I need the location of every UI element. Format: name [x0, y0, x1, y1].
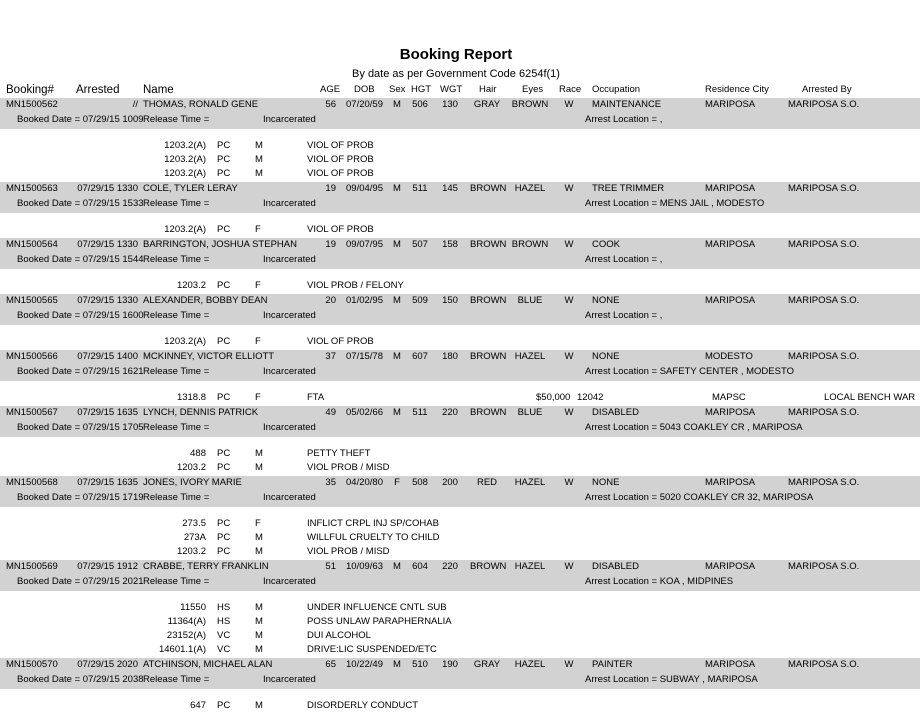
age: 35	[325, 477, 336, 488]
charge-type: VC	[217, 644, 231, 655]
charge-level: F	[255, 392, 261, 403]
charge-description: VIOL PROB / MISD	[307, 546, 390, 557]
occupation: NONE	[592, 295, 620, 306]
sex: M	[393, 561, 401, 572]
arrested-by: MARIPOSA S.O.	[788, 351, 860, 362]
weight: 145	[442, 183, 458, 194]
person-name: LYNCH, DENNIS PATRICK	[143, 407, 259, 418]
release-time-label: Release Time =	[143, 366, 210, 377]
height: 607	[412, 351, 428, 362]
occupation: PAINTER	[592, 659, 633, 670]
charge-level: M	[255, 644, 263, 655]
column-header-age: AGE	[320, 84, 341, 95]
charge-type: PC	[217, 532, 231, 543]
residence-city: MODESTO	[705, 351, 753, 362]
person-name: COLE, TYLER LERAY	[143, 183, 238, 194]
arrested-date: 07/29/15 1635	[77, 477, 138, 488]
hair: BROWN	[470, 183, 507, 194]
eyes: HAZEL	[514, 561, 546, 572]
occupation: NONE	[592, 351, 620, 362]
booked-date: Booked Date = 07/29/15 2038	[17, 674, 144, 685]
arrest-location: Arrest Location = ,	[585, 310, 663, 321]
column-header-arrested-by: Arrested By	[802, 84, 852, 95]
height: 511	[412, 407, 428, 418]
charge-code: 647	[190, 700, 206, 711]
charge-type: PC	[217, 336, 231, 347]
charge-description: VIOL OF PROB	[307, 168, 374, 179]
release-time-label: Release Time =	[143, 310, 210, 321]
charge-code: 1203.2(A)	[164, 168, 206, 179]
arrest-location: Arrest Location = ,	[585, 254, 663, 265]
charge-description: WILLFUL CRUELTY TO CHILD	[307, 532, 440, 543]
column-header-name: Name	[143, 84, 174, 96]
custody-status: Incarcerated	[263, 310, 316, 321]
eyes: BLUE	[517, 295, 543, 306]
charge-description: VIOL OF PROB	[307, 224, 374, 235]
column-header-hair: Hair	[479, 84, 497, 95]
weight: 130	[442, 99, 458, 110]
warrant-type: LOCAL BENCH WAR	[824, 392, 916, 403]
charge-level: M	[255, 546, 263, 557]
person-name: MCKINNEY, VICTOR ELLIOTT	[143, 351, 275, 362]
column-header-residence: Residence City	[705, 84, 769, 95]
residence-city: MARIPOSA	[705, 659, 756, 670]
charge-level: M	[255, 630, 263, 641]
race: W	[564, 477, 574, 488]
dob: 10/09/63	[346, 561, 383, 572]
sex: M	[393, 407, 401, 418]
custody-status: Incarcerated	[263, 492, 316, 503]
person-name: ATCHINSON, MICHAEL ALAN	[143, 659, 273, 670]
charge-level: M	[255, 700, 263, 711]
charge-code: 1318.8	[176, 392, 206, 403]
charge-type: PC	[217, 280, 231, 291]
charge-description: VIOL OF PROB	[307, 140, 374, 151]
charge-description: DISORDERLY CONDUCT	[307, 700, 419, 711]
eyes: BROWN	[511, 239, 549, 250]
weight: 190	[442, 659, 458, 670]
hair: RED	[476, 477, 498, 488]
eyes: HAZEL	[514, 183, 546, 194]
arrested-by: MARIPOSA S.O.	[788, 561, 860, 572]
dob: 07/15/78	[346, 351, 383, 362]
residence-city: MARIPOSA	[705, 99, 756, 110]
custody-status: Incarcerated	[263, 422, 316, 433]
charge-description: DRIVE:LIC SUSPENDED/ETC	[307, 644, 437, 655]
eyes: BLUE	[517, 407, 543, 418]
case-number: 12042	[577, 392, 604, 403]
sex: M	[393, 183, 401, 194]
charge-description: POSS UNLAW PARAPHERNALIA	[307, 616, 452, 627]
charge-type: VC	[217, 630, 231, 641]
arrested-by: MARIPOSA S.O.	[788, 239, 860, 250]
booked-date: Booked Date = 07/29/15 2021	[17, 576, 144, 587]
charge-code: 11550	[180, 602, 206, 613]
arrest-location: Arrest Location = KOA , MIDPINES	[585, 576, 734, 587]
custody-status: Incarcerated	[263, 674, 316, 685]
arrested-date: 07/29/15 1635	[77, 407, 138, 418]
charge-code: 23152(A)	[166, 630, 206, 641]
person-name: THOMAS, RONALD GENE	[143, 99, 259, 110]
weight: 180	[442, 351, 458, 362]
sex: M	[393, 351, 401, 362]
occupation: DISABLED	[592, 407, 639, 418]
report-title: Booking Report	[399, 46, 513, 63]
charge-type: PC	[217, 462, 231, 473]
booking-number: MN1500567	[6, 407, 58, 418]
race: W	[564, 659, 574, 670]
charge-description: VIOL OF PROB	[307, 154, 374, 165]
column-header-occupation: Occupation	[592, 84, 641, 95]
booking-number: MN1500568	[6, 477, 58, 488]
agency: MAPSC	[712, 392, 746, 403]
residence-city: MARIPOSA	[705, 407, 756, 418]
charge-type: PC	[217, 700, 231, 711]
arrest-location: Arrest Location = SUBWAY , MARIPOSA	[585, 674, 758, 685]
charge-description: VIOL PROB / MISD	[307, 462, 390, 473]
booking-number: MN1500563	[6, 183, 58, 194]
person-name: CRABBE, TERRY FRANKLIN	[143, 561, 269, 572]
occupation: DISABLED	[592, 561, 639, 572]
arrested-by: MARIPOSA S.O.	[788, 183, 860, 194]
race: W	[564, 183, 574, 194]
charge-description: PETTY THEFT	[307, 448, 371, 459]
release-time-label: Release Time =	[143, 576, 210, 587]
charge-description: VIOL PROB / FELONY	[307, 280, 404, 291]
dob: 09/04/95	[346, 183, 383, 194]
release-time-label: Release Time =	[143, 422, 210, 433]
charge-type: HS	[217, 602, 231, 613]
arrest-location: Arrest Location = 5020 COAKLEY CR 32, MARIPOSA	[585, 492, 814, 503]
booked-date: Booked Date = 07/29/15 1719	[17, 492, 144, 503]
charge-code: 273A	[183, 532, 206, 543]
column-header-sex: Sex	[389, 84, 406, 95]
booking-number: MN1500564	[6, 239, 58, 250]
column-header-race: Race	[559, 84, 582, 95]
height: 511	[412, 183, 428, 194]
dob: 04/20/80	[346, 477, 383, 488]
race: W	[564, 407, 574, 418]
booked-date: Booked Date = 07/29/15 1009	[17, 114, 144, 125]
charge-level: M	[255, 532, 263, 543]
charge-description: INFLICT CRPL INJ SP/COHAB	[307, 518, 439, 529]
charge-code: 1203.2	[176, 462, 206, 473]
column-header-wgt: WGT	[440, 84, 463, 95]
column-header-arrested: Arrested	[76, 84, 120, 96]
booking-number: MN1500569	[6, 561, 58, 572]
age: 56	[325, 99, 336, 110]
charge-type: PC	[217, 168, 231, 179]
weight: 150	[442, 295, 458, 306]
custody-status: Incarcerated	[263, 254, 316, 265]
custody-status: Incarcerated	[263, 114, 316, 125]
booking-number: MN1500565	[6, 295, 58, 306]
arrest-location: Arrest Location = SAFETY CENTER , MODESTO	[585, 366, 794, 377]
arrested-date: 07/29/15 2020	[77, 659, 138, 670]
dob: 07/20/59	[346, 99, 383, 110]
charge-level: M	[255, 154, 263, 165]
hair: GRAY	[473, 659, 501, 670]
charge-type: PC	[217, 224, 231, 235]
charge-code: 273.5	[182, 518, 206, 529]
charge-type: HS	[217, 616, 231, 627]
charge-description: VIOL OF PROB	[307, 336, 374, 347]
arrest-location: Arrest Location = ,	[585, 114, 663, 125]
charge-code: 1203.2(A)	[164, 154, 206, 165]
release-time-label: Release Time =	[143, 254, 210, 265]
charge-type: PC	[217, 546, 231, 557]
race: W	[564, 295, 574, 306]
person-name: BARRINGTON, JOSHUA STEPHAN	[143, 239, 297, 250]
sex: M	[393, 295, 401, 306]
occupation: TREE TRIMMER	[592, 183, 665, 194]
race: W	[564, 239, 574, 250]
age: 51	[325, 561, 336, 572]
release-time-label: Release Time =	[143, 674, 210, 685]
eyes: HAZEL	[514, 477, 546, 488]
arrested-date: //	[132, 99, 138, 110]
arrested-by: MARIPOSA S.O.	[788, 407, 860, 418]
release-time-label: Release Time =	[143, 198, 210, 209]
column-header-eyes: Eyes	[522, 84, 544, 95]
booking-number: MN1500562	[6, 99, 58, 110]
residence-city: MARIPOSA	[705, 183, 756, 194]
custody-status: Incarcerated	[263, 576, 316, 587]
height: 506	[412, 99, 428, 110]
booked-date: Booked Date = 07/29/15 1621	[17, 366, 144, 377]
charge-description: FTA	[307, 392, 325, 403]
hair: BROWN	[470, 295, 507, 306]
sex: M	[393, 99, 401, 110]
release-time-label: Release Time =	[143, 492, 210, 503]
charge-code: 1203.2(A)	[164, 336, 206, 347]
bail-amount: $50,000	[536, 392, 571, 403]
arrest-location: Arrest Location = MENS JAIL , MODESTO	[585, 198, 765, 209]
charge-type: PC	[217, 154, 231, 165]
charge-level: F	[255, 518, 261, 529]
charge-code: 11364(A)	[167, 616, 206, 627]
height: 508	[412, 477, 428, 488]
arrested-date: 07/29/15 1912	[77, 561, 138, 572]
arrested-by: MARIPOSA S.O.	[788, 295, 860, 306]
hair: GRAY	[473, 99, 501, 110]
age: 37	[325, 351, 336, 362]
occupation: NONE	[592, 477, 620, 488]
residence-city: MARIPOSA	[705, 239, 756, 250]
arrested-date: 07/29/15 1330	[77, 239, 138, 250]
person-name: ALEXANDER, BOBBY DEAN	[143, 295, 268, 306]
occupation: MAINTENANCE	[592, 99, 662, 110]
column-header-hgt: HGT	[411, 84, 432, 95]
charge-level: M	[255, 602, 263, 613]
height: 510	[412, 659, 428, 670]
race: W	[564, 99, 574, 110]
eyes: HAZEL	[514, 659, 546, 670]
person-name: JONES, IVORY MARIE	[143, 477, 242, 488]
arrest-location: Arrest Location = 5043 COAKLEY CR , MARIPOSA	[585, 422, 803, 433]
arrested-by: MARIPOSA S.O.	[788, 99, 860, 110]
custody-status: Incarcerated	[263, 198, 316, 209]
charge-level: M	[255, 616, 263, 627]
height: 507	[412, 239, 428, 250]
eyes: BROWN	[511, 99, 549, 110]
weight: 158	[442, 239, 458, 250]
charge-level: F	[255, 280, 261, 291]
hair: BROWN	[470, 561, 507, 572]
charge-level: M	[255, 448, 263, 459]
charge-level: M	[255, 140, 263, 151]
sex: M	[393, 239, 401, 250]
booked-date: Booked Date = 07/29/15 1533	[17, 198, 144, 209]
residence-city: MARIPOSA	[705, 477, 756, 488]
sex: M	[393, 659, 401, 670]
charge-type: PC	[217, 140, 231, 151]
charge-code: 1203.2(A)	[164, 140, 206, 151]
residence-city: MARIPOSA	[705, 561, 756, 572]
sex: F	[394, 477, 400, 488]
charge-code: 1203.2	[176, 546, 206, 557]
charge-code: 1203.2	[176, 280, 206, 291]
arrested-by: MARIPOSA S.O.	[788, 477, 860, 488]
residence-city: MARIPOSA	[705, 295, 756, 306]
age: 49	[325, 407, 336, 418]
hair: BROWN	[470, 351, 507, 362]
charge-description: UNDER INFLUENCE CNTL SUB	[307, 602, 447, 613]
booked-date: Booked Date = 07/29/15 1600	[17, 310, 144, 321]
age: 65	[325, 659, 336, 670]
weight: 200	[442, 477, 458, 488]
height: 604	[412, 561, 428, 572]
dob: 05/02/66	[346, 407, 383, 418]
race: W	[564, 561, 574, 572]
weight: 220	[442, 407, 458, 418]
charge-level: M	[255, 462, 263, 473]
charge-code: 488	[190, 448, 206, 459]
charge-level: F	[255, 336, 261, 347]
arrested-date: 07/29/15 1330	[77, 183, 138, 194]
column-header-dob: DOB	[354, 84, 375, 95]
column-header-booking: Booking#	[6, 84, 54, 96]
occupation: COOK	[592, 239, 620, 250]
booking-number: MN1500570	[6, 659, 58, 670]
custody-status: Incarcerated	[263, 366, 316, 377]
report-subtitle: By date as per Government Code 6254f(1)	[352, 68, 560, 80]
booked-date: Booked Date = 07/29/15 1705	[17, 422, 144, 433]
release-time-label: Release Time =	[143, 114, 210, 125]
arrested-date: 07/29/15 1400	[77, 351, 138, 362]
race: W	[564, 351, 574, 362]
weight: 220	[442, 561, 458, 572]
eyes: HAZEL	[514, 351, 546, 362]
charge-code: 14601.1(A)	[158, 644, 206, 655]
charge-type: PC	[217, 392, 231, 403]
dob: 10/22/49	[346, 659, 383, 670]
booked-date: Booked Date = 07/29/15 1544	[17, 254, 144, 265]
arrested-by: MARIPOSA S.O.	[788, 659, 860, 670]
age: 19	[325, 183, 336, 194]
charge-description: DUI ALCOHOL	[307, 630, 371, 641]
hair: BROWN	[470, 407, 507, 418]
dob: 09/07/95	[346, 239, 383, 250]
hair: BROWN	[470, 239, 507, 250]
charge-level: M	[255, 168, 263, 179]
booking-number: MN1500566	[6, 351, 58, 362]
charge-type: PC	[217, 448, 231, 459]
arrested-date: 07/29/15 1330	[77, 295, 138, 306]
charge-type: PC	[217, 518, 231, 529]
charge-level: F	[255, 224, 261, 235]
charge-code: 1203.2(A)	[164, 224, 206, 235]
dob: 01/02/95	[346, 295, 383, 306]
height: 509	[412, 295, 428, 306]
age: 19	[325, 239, 336, 250]
age: 20	[325, 295, 336, 306]
